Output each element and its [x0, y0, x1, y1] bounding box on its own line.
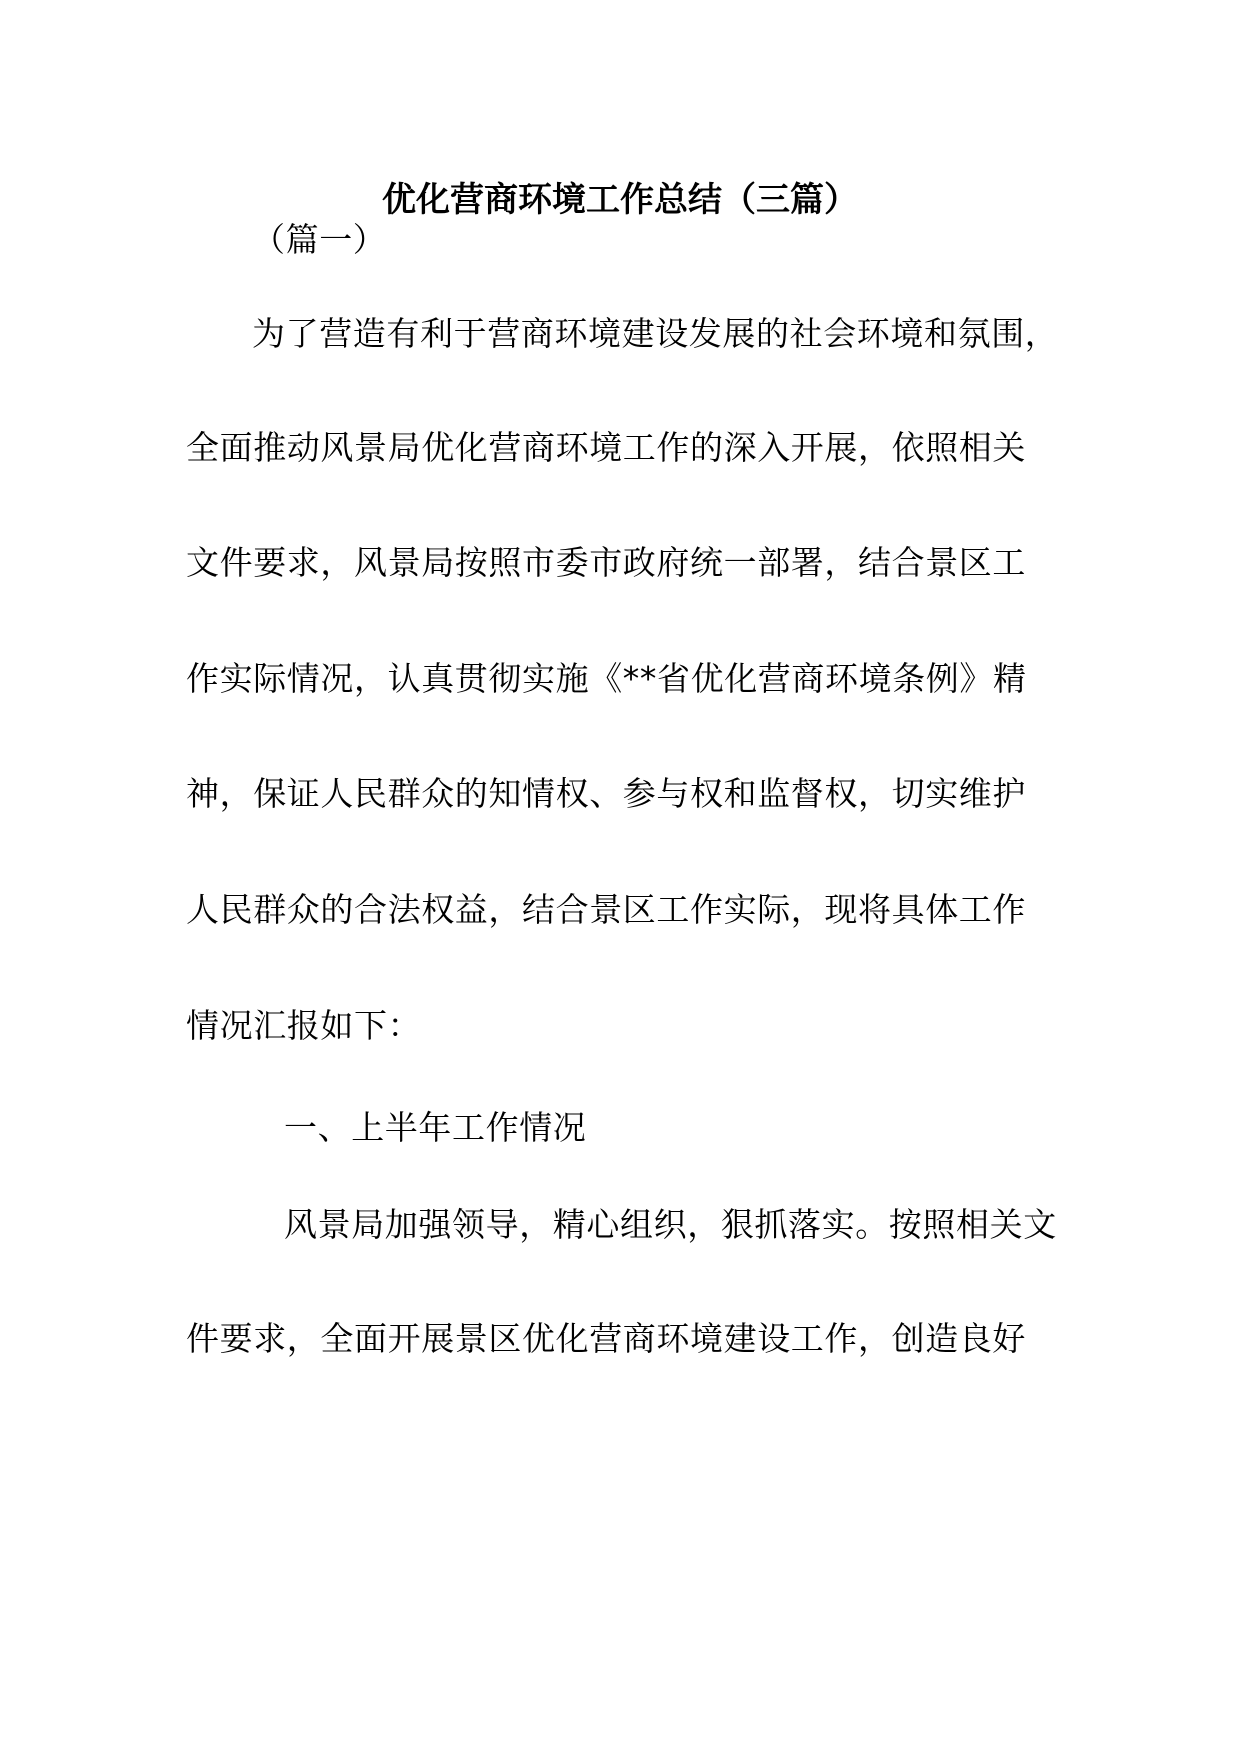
paragraph-line: 全面推动风景局优化营商环境工作的深入开展，依照相关: [186, 428, 1026, 467]
section-heading: 一、上半年工作情况: [284, 1108, 587, 1147]
paragraph-line: 为了营造有利于营商环境建设发展的社会环境和氛围，: [252, 314, 1059, 353]
paragraph-line: 情况汇报如下：: [186, 1006, 422, 1045]
paragraph-line: 作实际情况，认真贯彻实施《**省优化营商环境条例》精: [186, 659, 1027, 698]
paragraph-line: 风景局加强领导，精心组织，狠抓落实。按照相关文: [284, 1205, 1057, 1244]
paragraph-line: 人民群众的合法权益，结合景区工作实际，现将具体工作: [186, 890, 1026, 929]
section-label: （篇一）: [252, 220, 387, 259]
paragraph-line: 文件要求，风景局按照市委市政府统一部署，结合景区工: [186, 543, 1026, 582]
document-title: 优化营商环境工作总结（三篇）: [382, 180, 858, 220]
paragraph-line: 神，保证人民群众的知情权、参与权和监督权，切实维护: [186, 774, 1026, 813]
paragraph-line: 件要求，全面开展景区优化营商环境建设工作，创造良好: [186, 1319, 1026, 1358]
